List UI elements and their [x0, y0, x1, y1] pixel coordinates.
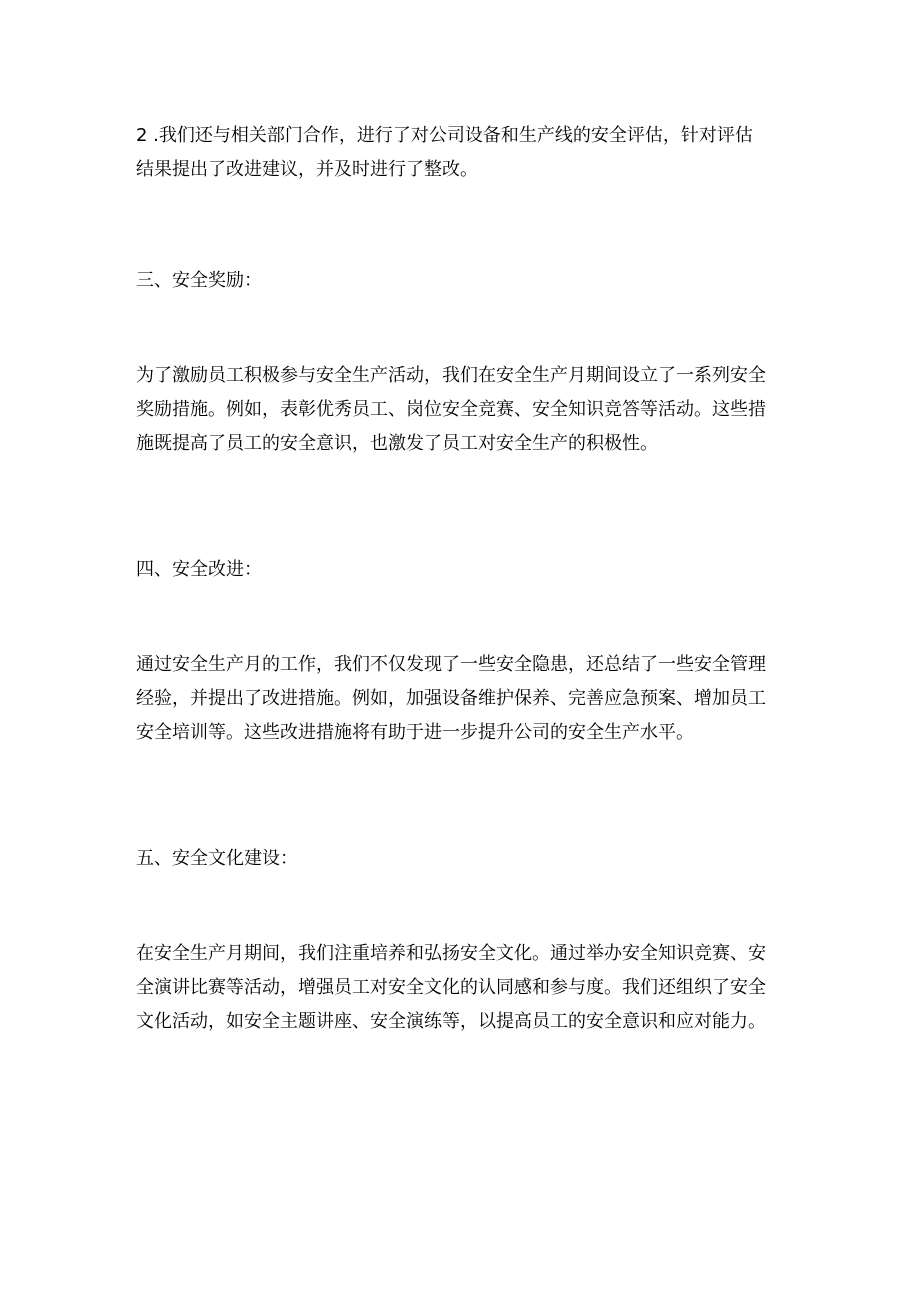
section-heading: 五、安全文化建设：: [136, 848, 298, 869]
section-4-heading: [136, 553, 788, 587]
paragraph-line: 2 .我们还与相关部门合作，进行了对公司设备和生产线的安全评估，针对评估: [136, 125, 753, 146]
item-2-paragraph: [136, 119, 788, 187]
section-4-paragraph: [136, 648, 788, 750]
section-heading: 四、安全改进：: [136, 559, 262, 580]
section-3-heading: [136, 264, 788, 298]
paragraph-line: 通过安全生产月的工作，我们不仅发现了一些安全隐患，还总结了一些安全管理: [136, 654, 766, 675]
paragraph-line: 奖励措施。例如，表彰优秀员工、岗位安全竞赛、安全知识竞答等活动。这些措: [136, 399, 766, 420]
section-3-paragraph: [136, 359, 788, 461]
paragraph-line: 为了激励员工积极参与安全生产活动，我们在安全生产月期间设立了一系列安全: [136, 365, 766, 386]
paragraph-line: 经验，并提出了改进措施。例如，加强设备维护保养、完善应急预案、增加员工: [136, 688, 766, 709]
section-5-heading: [136, 842, 788, 876]
paragraph-line: 施既提高了员工的安全意识，也激发了员工对安全生产的积极性。: [136, 433, 658, 454]
paragraph-line: 在安全生产月期间，我们注重培养和弘扬安全文化。通过举办安全知识竞赛、安: [136, 943, 766, 964]
section-5-paragraph: [136, 937, 788, 1039]
paragraph-line: 全演讲比赛等活动，增强员工对安全文化的认同感和参与度。我们还组织了安全: [136, 977, 766, 998]
paragraph-line: 文化活动，如安全主题讲座、安全演练等，以提高员工的安全意识和应对能力。: [136, 1011, 766, 1032]
section-heading: 三、安全奖励：: [136, 270, 262, 291]
paragraph-line: 结果提出了改进建议，并及时进行了整改。: [136, 159, 478, 180]
paragraph-line: 安全培训等。这些改进措施将有助于进一步提升公司的安全生产水平。: [136, 722, 694, 743]
